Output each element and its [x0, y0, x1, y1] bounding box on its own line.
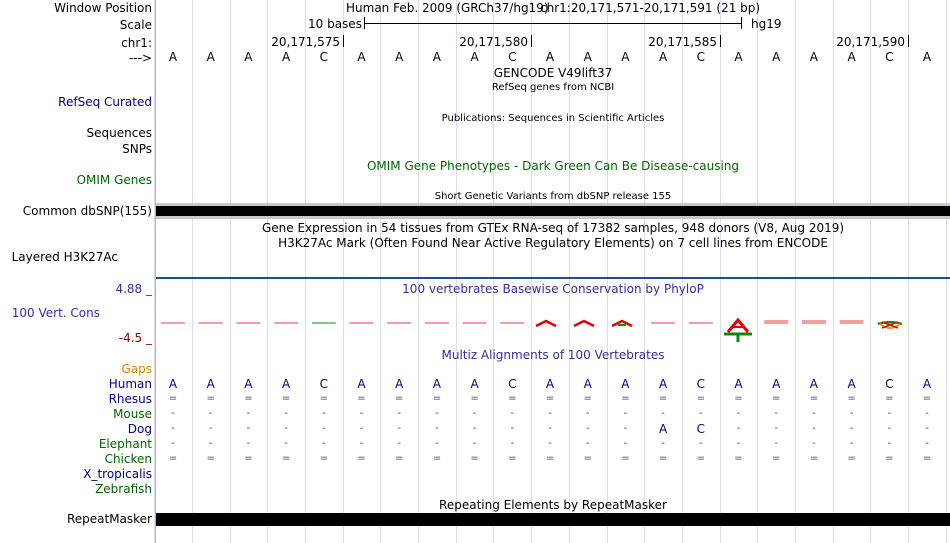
alignment-base: =: [583, 453, 592, 464]
alignment-base: A: [395, 377, 404, 391]
alignment-base: =: [470, 393, 479, 404]
alignment-base: =: [809, 393, 819, 404]
alignment-base: -: [661, 438, 665, 449]
dna-base: A: [168, 50, 178, 64]
track-label-column: [0, 0, 155, 543]
ruler-tick-mark: [720, 35, 721, 47]
alignment-base: -: [321, 423, 326, 434]
alignment-base: -: [849, 423, 854, 434]
species-label-dog[interactable]: Dog: [127, 422, 152, 436]
alignment-base: A: [922, 377, 932, 391]
alignment-base: =: [281, 393, 291, 404]
alignment-base: -: [887, 408, 892, 419]
alignment-base: -: [321, 438, 326, 449]
dna-base: A: [432, 50, 441, 64]
h3k27ac-signal-line: [156, 277, 950, 279]
dna-base: A: [847, 50, 856, 64]
dna-base: A: [922, 50, 932, 64]
track-label-gaps[interactable]: Gaps: [121, 362, 152, 376]
alignment-base: -: [849, 408, 854, 419]
alignment-base: C: [696, 377, 705, 391]
alignment-base: =: [319, 453, 328, 464]
dna-base: A: [658, 50, 668, 64]
publications-title: Publications: Sequences in Scientific Articles: [441, 113, 665, 124]
scale-bar-label: 10 bases: [308, 17, 362, 31]
alignment-base: -: [397, 408, 401, 419]
alignment-base: -: [736, 423, 741, 434]
alignment-base: =: [922, 453, 932, 464]
alignment-base: =: [621, 393, 630, 404]
dna-base: A: [809, 50, 818, 64]
base-gridline: [154, 0, 155, 543]
dna-base: C: [508, 50, 517, 64]
omim-title: OMIM Gene Phenotypes - Dark Green Can Be Disease-causing: [366, 159, 740, 173]
alignment-base: A: [470, 377, 479, 391]
alignment-base: =: [508, 393, 517, 404]
alignment-base: =: [432, 453, 442, 464]
alignment-base: -: [435, 423, 439, 434]
alignment-base: -: [397, 423, 401, 434]
species-label-zebrafish[interactable]: Zebrafish: [95, 482, 152, 496]
alignment-base: -: [661, 408, 665, 419]
track-label-dbsnp[interactable]: Common dbSNP(155): [22, 204, 152, 218]
species-label-elephant[interactable]: Elephant: [98, 437, 152, 451]
alignment-base: -: [510, 408, 515, 419]
window-position-label: Window Position: [54, 1, 152, 15]
scale-label: Scale: [119, 18, 152, 32]
ruler-tick-mark: [343, 35, 344, 47]
alignment-base: -: [812, 408, 816, 419]
alignment-base: -: [208, 423, 213, 434]
alignment-base: A: [772, 377, 781, 391]
alignment-base: -: [887, 423, 892, 434]
alignment-base: -: [171, 438, 175, 449]
alignment-base: C: [696, 422, 705, 436]
ruler-tick-label: 20,171,575: [271, 35, 340, 49]
dna-base: C: [319, 50, 328, 64]
alignment-base: A: [658, 377, 668, 391]
alignment-base: =: [658, 453, 668, 464]
alignment-base: -: [736, 408, 741, 419]
track-label-cons[interactable]: 100 Vert. Cons: [11, 306, 100, 320]
alignment-base: A: [432, 377, 441, 391]
dbsnp-title: Short Genetic Variants from dbSNP release 155: [434, 191, 672, 202]
dna-base: A: [281, 50, 291, 64]
alignment-base: =: [319, 393, 328, 404]
gtex-title: Gene Expression in 54 tissues from GTEx RNA-seq of 17382 samples, 948 donors (V8, Aug 2019): [261, 221, 845, 235]
alignment-base: -: [698, 408, 703, 419]
alignment-base: =: [545, 393, 555, 404]
track-label-sequences[interactable]: Sequences: [86, 126, 152, 140]
alignment-base: =: [545, 453, 555, 464]
alignment-base: =: [885, 393, 894, 404]
alignment-base: -: [812, 423, 816, 434]
dna-base: A: [545, 50, 555, 64]
alignment-base: -: [472, 438, 477, 449]
alignment-base: -: [208, 438, 213, 449]
alignment-base: A: [658, 422, 668, 436]
alignment-base: =: [394, 453, 404, 464]
alignment-base: -: [359, 438, 364, 449]
ruler-tick-label: 20,171,580: [459, 35, 528, 49]
alignment-base: -: [698, 438, 703, 449]
alignment-base: =: [508, 453, 517, 464]
alignment-base: -: [736, 438, 741, 449]
alignment-base: =: [281, 453, 291, 464]
dna-base: C: [696, 50, 705, 64]
dbsnp-bar-outline-bottom: [156, 216, 950, 219]
species-label-chicken[interactable]: Chicken: [104, 452, 152, 466]
alignment-base: -: [548, 438, 552, 449]
alignment-base: -: [925, 408, 929, 419]
alignment-base: C: [319, 377, 328, 391]
alignment-base: -: [623, 408, 628, 419]
alignment-base: =: [470, 453, 479, 464]
chrom-label: chr1:: [121, 36, 152, 50]
track-label-h3k27ac[interactable]: Layered H3K27Ac: [11, 250, 118, 264]
alignment-base: =: [809, 453, 819, 464]
phylop-title: 100 vertebrates Basewise Conservation by PhyloP: [402, 282, 704, 296]
alignment-base: -: [925, 423, 929, 434]
alignment-base: =: [357, 393, 366, 404]
alignment-base: =: [621, 453, 630, 464]
track-label-repeatmasker[interactable]: RepeatMasker: [66, 512, 152, 526]
alignment-base: -: [623, 423, 628, 434]
alignment-base: -: [585, 408, 590, 419]
alignment-base: =: [922, 393, 932, 404]
assembly-title: Human Feb. 2009 (GRCh37/hg19): [346, 1, 549, 15]
alignment-base: -: [284, 423, 288, 434]
dna-base: A: [621, 50, 630, 64]
species-label-mouse[interactable]: Mouse: [113, 407, 152, 421]
gencode-title: GENCODE V49lift37: [493, 66, 613, 80]
dna-base: A: [244, 50, 253, 64]
alignment-base: -: [171, 408, 175, 419]
ruler-tick-label: 20,171,590: [836, 35, 905, 49]
alignment-base: -: [585, 423, 590, 434]
alignment-base: =: [244, 393, 253, 404]
position-readout: chr1:20,171,571-20,171,591 (21 bp): [540, 1, 761, 15]
dna-base: A: [772, 50, 781, 64]
alignment-base: -: [849, 438, 854, 449]
alignment-base: =: [206, 393, 215, 404]
h3k27ac-title: H3K27Ac Mark (Often Found Near Active Regulatory Elements) on 7 cell lines from ENCODE: [278, 236, 828, 250]
alignment-base: =: [658, 393, 668, 404]
alignment-base: -: [887, 438, 892, 449]
alignment-base: -: [774, 408, 778, 419]
alignment-base: -: [812, 438, 816, 449]
alignment-base: A: [168, 377, 178, 391]
track-label-omim[interactable]: OMIM Genes: [76, 173, 152, 187]
alignment-base: =: [394, 393, 404, 404]
alignment-base: -: [397, 438, 401, 449]
alignment-base: -: [246, 438, 251, 449]
repeatmasker-bar: [156, 513, 950, 526]
alignment-base: -: [321, 408, 326, 419]
alignment-base: =: [357, 453, 366, 464]
ruler-tick-mark: [531, 35, 532, 47]
alignment-base: -: [359, 408, 364, 419]
alignment-base: -: [246, 423, 251, 434]
alignment-base: A: [809, 377, 818, 391]
alignment-base: -: [284, 438, 288, 449]
alignment-base: A: [734, 377, 743, 391]
alignment-base: -: [510, 423, 515, 434]
alignment-base: C: [508, 377, 517, 391]
alignment-base: A: [357, 377, 366, 391]
alignment-base: A: [847, 377, 856, 391]
alignment-base: =: [847, 453, 856, 464]
cons-axis-max: 4.88 _: [115, 282, 152, 296]
species-label-rhesus[interactable]: Rhesus: [108, 392, 152, 406]
alignment-base: =: [771, 453, 781, 464]
alignment-base: -: [472, 423, 477, 434]
alignment-base: A: [244, 377, 253, 391]
dbsnp-bar: [156, 206, 950, 216]
alignment-base: -: [585, 438, 590, 449]
dna-base: A: [395, 50, 404, 64]
alignment-base: -: [774, 423, 778, 434]
alignment-base: -: [208, 408, 213, 419]
alignment-base: =: [885, 453, 894, 464]
dna-base: A: [206, 50, 215, 64]
alignment-base: =: [847, 393, 856, 404]
alignment-base: =: [734, 453, 743, 464]
alignment-base: =: [734, 393, 743, 404]
dna-base: A: [583, 50, 592, 64]
alignment-base: -: [774, 438, 778, 449]
alignment-base: -: [472, 408, 477, 419]
species-label-human[interactable]: Human: [108, 377, 152, 391]
alignment-base: A: [281, 377, 291, 391]
alignment-base: -: [246, 408, 251, 419]
track-label-snps[interactable]: SNPs: [122, 142, 152, 156]
track-label-refseq[interactable]: RefSeq Curated: [58, 95, 152, 109]
alignment-base: -: [284, 408, 288, 419]
multiz-title: Multiz Alignments of 100 Vertebrates: [441, 348, 665, 362]
strand-label: --->: [128, 51, 152, 65]
alignment-base: =: [168, 453, 178, 464]
dna-base: A: [357, 50, 366, 64]
alignment-base: A: [583, 377, 592, 391]
alignment-base: =: [432, 393, 442, 404]
alignment-base: A: [621, 377, 630, 391]
alignment-base: -: [435, 438, 439, 449]
alignment-base: A: [206, 377, 215, 391]
alignment-base: C: [885, 377, 894, 391]
repeatmasker-title: Repeating Elements by RepeatMasker: [439, 498, 667, 512]
cons-axis-min: -4.5 _: [118, 331, 152, 345]
phylop-graph: [156, 310, 950, 346]
alignment-base: =: [696, 393, 705, 404]
species-label-x_tropicalis[interactable]: X_tropicalis: [83, 467, 152, 481]
ruler-tick-mark: [908, 35, 909, 47]
alignment-base: -: [171, 423, 175, 434]
alignment-base: =: [168, 393, 178, 404]
scale-bar-db: hg19: [751, 17, 782, 31]
alignment-base: =: [583, 393, 592, 404]
alignment-base: -: [548, 423, 552, 434]
alignment-base: =: [244, 453, 253, 464]
alignment-base: -: [548, 408, 552, 419]
alignment-base: -: [623, 438, 628, 449]
refseq-genes-title: RefSeq genes from NCBI: [491, 82, 615, 93]
track-data-area[interactable]: [156, 0, 950, 543]
ruler-tick-label: 20,171,585: [648, 35, 717, 49]
alignment-base: -: [510, 438, 515, 449]
dna-base: C: [885, 50, 894, 64]
dna-base: A: [470, 50, 479, 64]
alignment-base: =: [696, 453, 705, 464]
alignment-base: =: [206, 453, 215, 464]
alignment-base: -: [435, 408, 439, 419]
alignment-base: -: [359, 423, 364, 434]
alignment-base: A: [545, 377, 555, 391]
alignment-base: =: [771, 393, 781, 404]
alignment-base: -: [925, 438, 929, 449]
dna-base: A: [734, 50, 743, 64]
